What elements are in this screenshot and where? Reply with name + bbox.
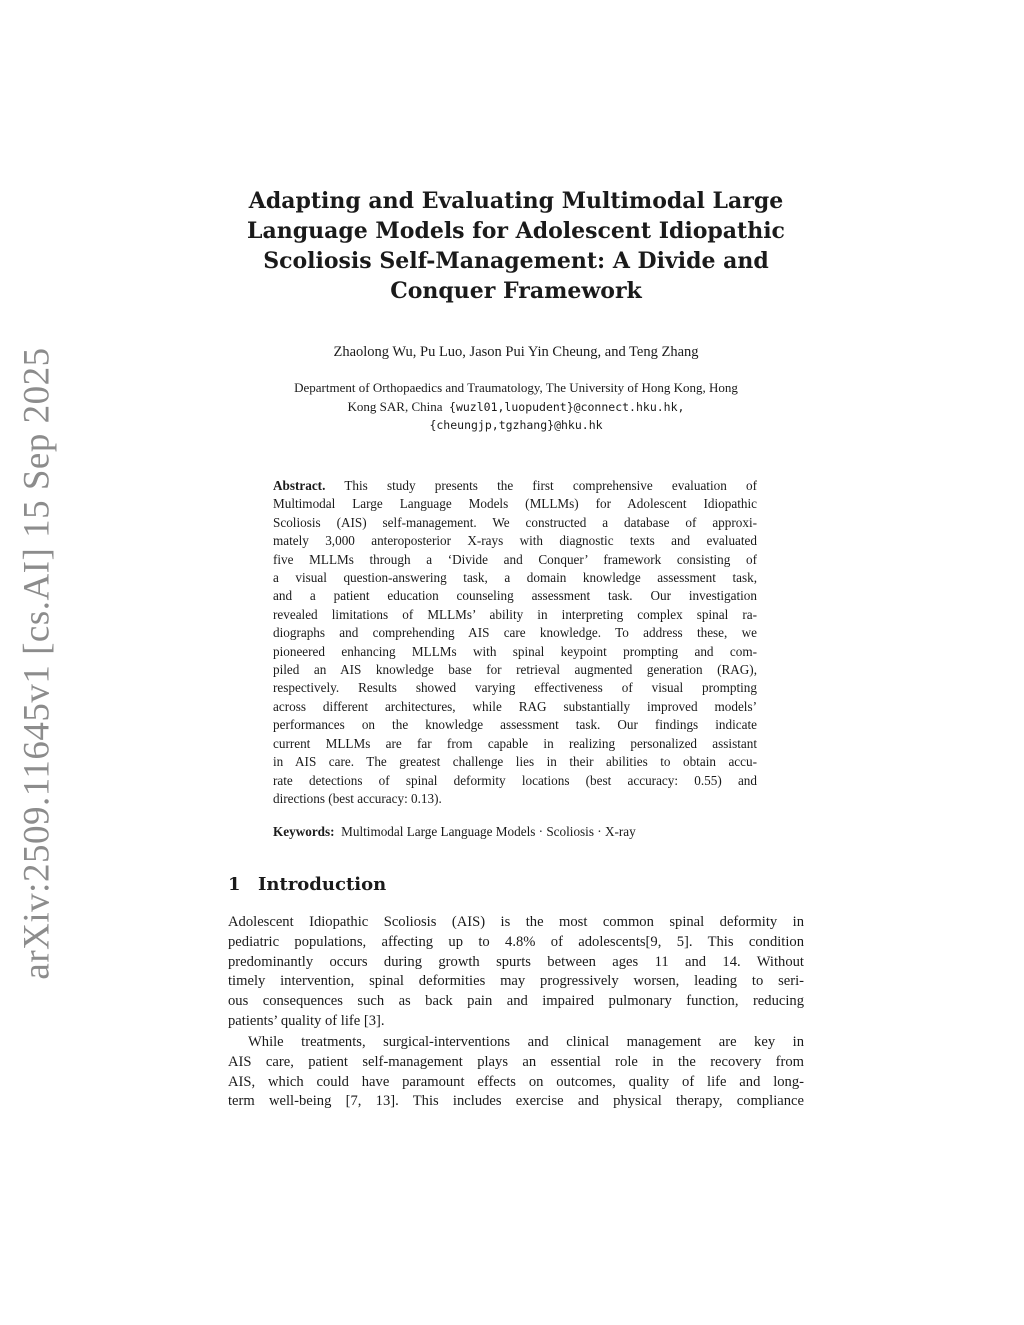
keywords <box>273 823 757 841</box>
section-title: Introduction <box>258 874 387 895</box>
body-paragraph <box>228 1033 804 1112</box>
abstract-line: five MLLMs through a ‘Divide and Conquer’ framework consisting of <box>273 551 757 567</box>
paragraph-line: term well-being [7, 13]. This includes exercise and physical therapy, compliance <box>228 1093 804 1110</box>
title-line: Scoliosis Self-Management: A Divide and <box>263 248 769 274</box>
section-number: 1 <box>228 874 241 895</box>
abstract-line: revealed limitations of MLLMs’ ability in interpreting complex spinal ra- <box>273 606 757 622</box>
paragraph-line: AIS care, patient self-management plays an essential role in the recovery from <box>228 1053 804 1070</box>
email-address: {cheungjp,tgzhang}@hku.hk <box>429 418 603 432</box>
abstract-label: Abstract. <box>273 478 326 493</box>
paper-title <box>228 186 804 306</box>
paragraph-line: Adolescent Idiopathic Scoliosis (AIS) is the most common spinal deformity in <box>228 914 804 930</box>
abstract-line: current MLLMs are far from capable in realizing personalized assistant <box>273 735 757 751</box>
affiliation-line: Kong SAR, China <box>347 398 443 414</box>
paragraph-line: While treatments, surgical-interventions and clinical management are key in <box>248 1034 804 1050</box>
arxiv-identifier-text: arXiv:2509.11645v1 [cs.AI] 15 Sep 2025 <box>16 346 58 980</box>
abstract-line: performances on the knowledge assessment task. Our findings indicate <box>273 717 757 733</box>
abstract-line: respectively. Results showed varying effectiveness of visual prompting <box>273 680 757 696</box>
abstract-line: rate detections of spinal deformity locations (best accuracy: 0.55) and <box>273 772 757 788</box>
paragraph-line: predominantly occurs during growth spurts between ages 11 and 14. Without <box>228 953 804 970</box>
abstract <box>273 477 757 808</box>
affiliation-line: Department of Orthopaedics and Traumatology, The University of Hong Kong, Hong <box>294 380 738 395</box>
paragraph-line: pediatric populations, affecting up to 4.8% of adolescents[9, 5]. This condition <box>228 933 804 950</box>
paragraph-line: AIS, which could have paramount effects on outcomes, quality of life and long- <box>228 1073 804 1090</box>
keywords-label: Keywords: <box>273 824 335 839</box>
author-affiliation <box>222 379 810 435</box>
title-line: Language Models for Adolescent Idiopathic <box>247 218 785 244</box>
paragraph-line: ous consequences such as back pain and impaired pulmonary function, reducing <box>228 993 804 1010</box>
author-list: Zhaolong Wu, Pu Luo, Jason Pui Yin Cheung, and Teng Zhang <box>333 344 699 360</box>
arxiv-identifier-stamp <box>14 346 60 980</box>
abstract-line: Multimodal Large Language Models (MLLMs) for Adolescent Idiopathic <box>273 496 757 512</box>
abstract-line: across different architectures, while RAG substantially improved models’ <box>273 698 757 714</box>
abstract-line: in AIS care. The greatest challenge lies in their abilities to obtain accu- <box>273 754 757 770</box>
paragraph-line: patients’ quality of life [3]. <box>228 1012 385 1029</box>
body-paragraph <box>228 913 804 1032</box>
keywords-text: Multimodal Large Language Models · Scoliosis · X-ray <box>341 824 636 839</box>
abstract-line: mately 3,000 anteroposterior X-rays with diagnostic texts and evaluated <box>273 533 757 549</box>
abstract-line: Scoliosis (AIS) self-management. We constructed a database of approxi- <box>273 514 757 530</box>
paragraph-line: timely intervention, spinal deformities may progressively worsen, leading to seri- <box>228 973 804 990</box>
title-line: Adapting and Evaluating Multimodal Large <box>248 188 784 214</box>
abstract-line: a visual question-answering task, a domain knowledge assessment task, <box>273 570 757 586</box>
section-heading <box>228 874 804 895</box>
abstract-line: directions (best accuracy: 0.13). <box>273 790 442 806</box>
abstract-line: piled an AIS knowledge base for retrieval augmented generation (RAG), <box>273 662 757 678</box>
email-address: {wuzl01,luopudent}@connect.hku.hk, <box>449 399 685 414</box>
abstract-line: and a patient education counseling assessment task. Our investigation <box>273 588 757 604</box>
abstract-line: Abstract. This study presents the first comprehensive evaluation of <box>273 478 757 493</box>
abstract-line: pioneered enhancing MLLMs with spinal keypoint prompting and com- <box>273 643 757 659</box>
title-line: Conquer Framework <box>390 278 642 304</box>
abstract-line: diographs and comprehending AIS care knowledge. To address these, we <box>273 625 757 641</box>
